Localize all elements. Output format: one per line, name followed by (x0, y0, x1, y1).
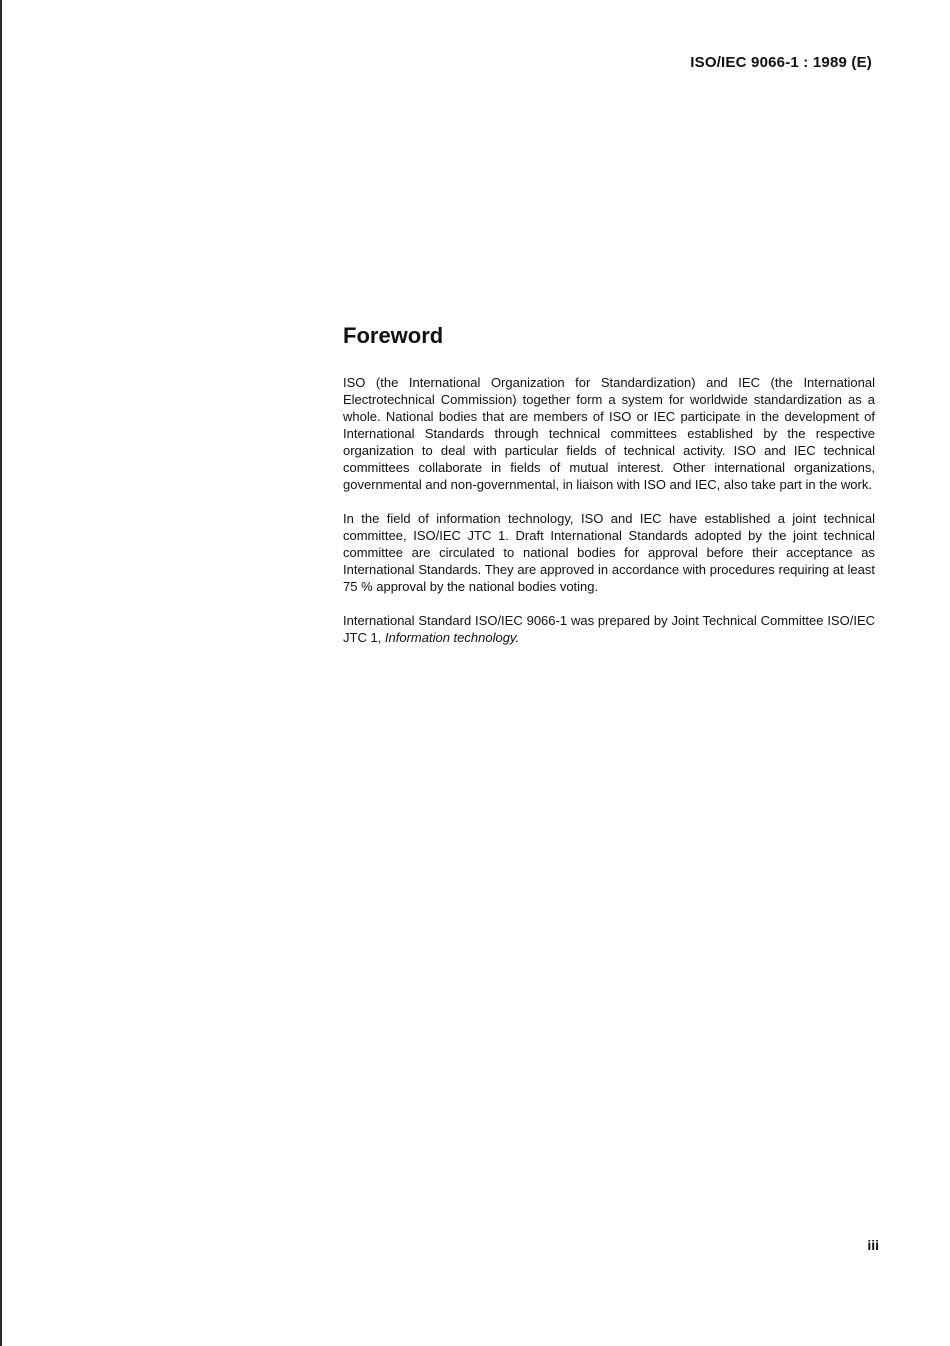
foreword-section (343, 322, 875, 663)
foreword-paragraph-1: ISO (the International Organization for Standardization) and IEC (the International Electrotechnical Commission) together form a system for worldwide standardization as a whole. National bodies that are members of ISO or IEC participate in the development of International Standards through technical committees established by the respective organization to deal with particular fields of technical activity. ISO and IEC technical committees collaborate in fields of mutual interest. Other international organizations, governmental and non-governmental, in liaison with ISO and IEC, also take part in the work. (343, 375, 875, 492)
document-identifier: ISO/IEC 9066-1 : 1989 (E) (690, 54, 872, 71)
committee-name: Information technology. (384, 630, 520, 645)
foreword-title: Foreword (343, 323, 444, 348)
page-edge-line (0, 0, 2, 1346)
foreword-paragraph-3 (343, 612, 875, 646)
foreword-paragraph-3-text: International Standard ISO/IEC 9066-1 was prepared by Joint Technical Committee ISO/IEC JTC 1, (343, 613, 875, 645)
foreword-paragraph-2: In the field of information technology, ISO and IEC have established a joint technical committee, ISO/IEC JTC 1. Draft International Standards adopted by the joint technical committee are circulated to national bodies for approval before their acceptance as International Standards. They are approved in accordance with procedures requiring at least 75 % approval by the national bodies voting. (343, 511, 875, 594)
page-number: iii (867, 1237, 879, 1253)
